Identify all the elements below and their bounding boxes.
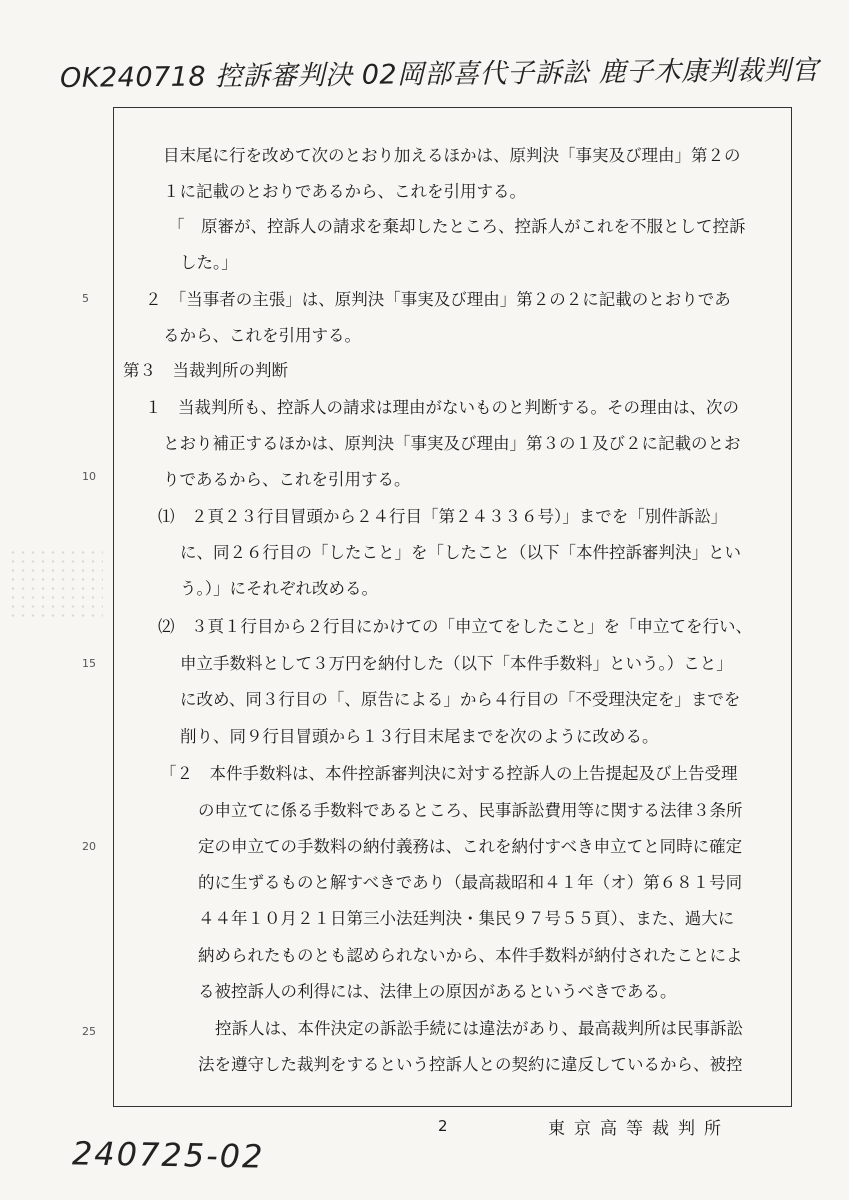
text-line: 法を遵守した裁判をするという控訴人との契約に違反しているから、被控 [198, 1055, 743, 1074]
section-heading: 第３ 当裁判所の判断 [123, 361, 288, 380]
text-line: した。」 [180, 253, 238, 272]
text-line: ⑴ ２頁２３行目冒頭から２４行目「第２４３３６号）」までを「別件訴訟」 [158, 507, 728, 526]
text-line: 目末尾に行を改めて次のとおり加えるほかは、原判決「事実及び理由」第２の [163, 146, 741, 165]
text-line: ⑵ ３頁１行目から２行目にかけての「申立てをしたこと」を「申立てを行い、 [158, 617, 752, 636]
text-line: ４４年１０月２１日第三小法廷判決・集民９７号５５頁）、また、過大に [198, 909, 735, 928]
text-line: 申立手数料として３万円を納付した（以下「本件手数料」という。）こと」 [180, 654, 733, 673]
text-line: るから、これを引用する。 [163, 326, 361, 345]
text-line: １ 当裁判所も、控訴人の請求は理由がないものと判断する。その理由は、次の [145, 398, 739, 417]
text-line: 削り、同９行目冒頭から１３行目末尾までを次のように改める。 [180, 727, 659, 746]
page-number: 2 [438, 1117, 448, 1135]
text-line: う。）」にそれぞれ改める。 [180, 579, 378, 598]
text-line: 的に生ずるものと解すべきであり（最高裁昭和４１年（オ）第６８１号同 [198, 873, 743, 892]
handwritten-code: 240725-02 [71, 1134, 265, 1176]
text-line: りであるから、これを引用する。 [163, 470, 411, 489]
text-line: 「２ 本件手数料は、本件控訴審判決に対する控訴人の上告提起及び上告受理 [160, 764, 738, 783]
text-line: に改め、同３行目の「、原告による」から４行目の「不受理決定を」までを [180, 690, 741, 709]
text-line: の申立てに係る手数料であるところ、民事訴訟費用等に関する法律３条所 [198, 801, 743, 820]
text-line: １に記載のとおりであるから、これを引用する。 [163, 182, 526, 201]
margin-line-number: 5 [82, 292, 89, 305]
text-line: ２ 「当事者の主張」は、原判決「事実及び理由」第２の２に記載のとおりであ [145, 290, 731, 309]
text-line: 定の申立ての手数料の納付義務は、これを納付すべき申立てと同時に確定 [198, 837, 743, 856]
paper-emboss-dots [8, 548, 103, 618]
margin-line-number: 20 [82, 840, 96, 853]
text-line: 納められたものとも認められないから、本件手数料が納付されたことによ [198, 946, 743, 965]
court-name: 東京高等裁判所 [548, 1119, 730, 1139]
text-line: る被控訴人の利得には、法律上の原因があるというべきである。 [198, 982, 677, 1001]
margin-line-number: 10 [82, 470, 96, 483]
handwritten-header-note: OK240718 控訴審判決 02岡部喜代子訴訟 鹿子木康判裁判官 [59, 55, 819, 94]
text-line: 控訴人は、本件決定の訴訟手続には違法があり、最高裁判所は民事訴訟 [215, 1019, 743, 1038]
text-line: 「 原審が、控訴人の請求を棄却したところ、控訴人がこれを不服として控訴 [168, 217, 746, 236]
text-line: とおり補正するほかは、原判決「事実及び理由」第３の１及び２に記載のとお [163, 434, 741, 453]
margin-line-number: 15 [82, 657, 96, 670]
margin-line-number: 25 [82, 1025, 96, 1038]
text-line: に、同２６行目の「したこと」を「したこと（以下「本件控訴審判決」とい [180, 543, 741, 562]
